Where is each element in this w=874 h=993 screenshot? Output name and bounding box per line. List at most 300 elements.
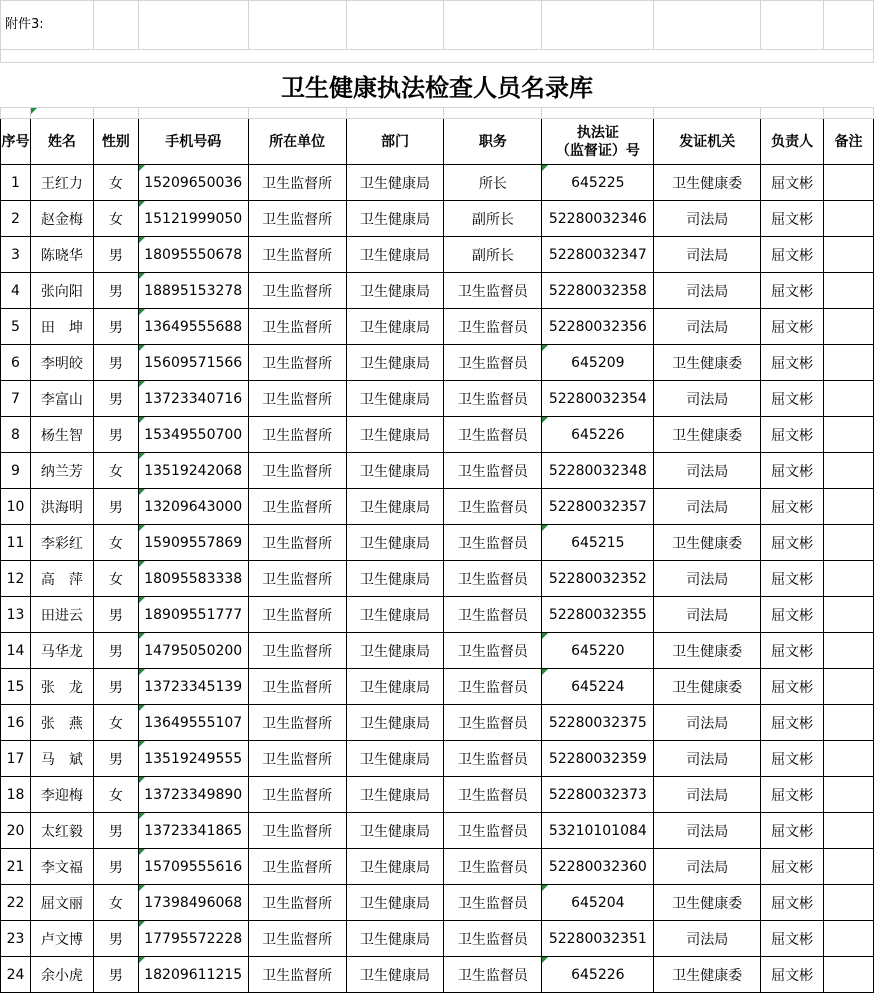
empty-cell (761, 108, 824, 119)
cell-unit[interactable]: 卫生监督所 (248, 309, 346, 345)
cell-post[interactable]: 所长 (444, 165, 542, 201)
cell-remark[interactable] (824, 741, 874, 777)
cell-phone[interactable]: 13519242068 (138, 453, 248, 489)
cell-dept[interactable]: 卫生健康局 (346, 453, 444, 489)
cell-gender[interactable]: 男 (93, 669, 138, 705)
cell-dept[interactable]: 卫生健康局 (346, 777, 444, 813)
cell-leader[interactable]: 屈文彬 (761, 705, 824, 741)
cell-seq[interactable]: 2 (1, 201, 31, 237)
cell-post[interactable]: 卫生监督员 (444, 597, 542, 633)
cell-name[interactable]: 马华龙 (30, 633, 93, 669)
cell-issuer[interactable]: 司法局 (654, 741, 761, 777)
cell-dept[interactable]: 卫生健康局 (346, 201, 444, 237)
cell-phone[interactable]: 18209611215 (138, 957, 248, 993)
table-row (1, 237, 874, 273)
cell-post[interactable]: 卫生监督员 (444, 381, 542, 417)
cell-issuer[interactable]: 卫生健康委 (654, 633, 761, 669)
cell-gender[interactable]: 女 (93, 201, 138, 237)
cell-unit[interactable]: 卫生监督所 (248, 561, 346, 597)
cell-dept[interactable]: 卫生健康局 (346, 741, 444, 777)
cell-gender[interactable]: 男 (93, 309, 138, 345)
cell-gender[interactable]: 男 (93, 741, 138, 777)
cell-seq[interactable]: 20 (1, 813, 31, 849)
cell-issuer[interactable]: 卫生健康委 (654, 525, 761, 561)
cell-gender[interactable]: 男 (93, 921, 138, 957)
empty-cell[interactable] (138, 1, 248, 50)
cell-issuer[interactable]: 司法局 (654, 453, 761, 489)
cell-leader[interactable]: 屈文彬 (761, 417, 824, 453)
cell-remark[interactable] (824, 237, 874, 273)
cell-remark[interactable] (824, 309, 874, 345)
cell-phone[interactable]: 13649555688 (138, 309, 248, 345)
cell-dept[interactable]: 卫生健康局 (346, 309, 444, 345)
cell-issuer[interactable]: 司法局 (654, 705, 761, 741)
cell-gender[interactable]: 男 (93, 489, 138, 525)
cell-gender[interactable]: 男 (93, 345, 138, 381)
cell-unit[interactable]: 卫生监督所 (248, 417, 346, 453)
cell-phone[interactable]: 14795050200 (138, 633, 248, 669)
cell-gender[interactable]: 女 (93, 777, 138, 813)
table-row (1, 597, 874, 633)
cell-seq[interactable]: 17 (1, 741, 31, 777)
cell-cert[interactable]: 52280032346 (542, 201, 654, 237)
cell-cert[interactable]: 52280032348 (542, 453, 654, 489)
cell-gender[interactable]: 男 (93, 597, 138, 633)
cell-leader[interactable]: 屈文彬 (761, 813, 824, 849)
spacer-row (1, 50, 874, 63)
cell-name[interactable]: 张 龙 (30, 669, 93, 705)
cell-dept[interactable]: 卫生健康局 (346, 561, 444, 597)
cell-unit[interactable]: 卫生监督所 (248, 813, 346, 849)
cell-cert[interactable]: 53210101084 (542, 813, 654, 849)
cell-remark[interactable] (824, 345, 874, 381)
table-row (1, 381, 874, 417)
cell-issuer[interactable]: 司法局 (654, 381, 761, 417)
cell-seq[interactable]: 12 (1, 561, 31, 597)
cell-post[interactable]: 副所长 (444, 201, 542, 237)
cell-issuer[interactable]: 卫生健康委 (654, 885, 761, 921)
cell-issuer[interactable]: 卫生健康委 (654, 957, 761, 993)
cell-issuer[interactable]: 司法局 (654, 201, 761, 237)
cell-seq[interactable]: 6 (1, 345, 31, 381)
cell-seq[interactable]: 4 (1, 273, 31, 309)
cell-name[interactable]: 张向阳 (30, 273, 93, 309)
cell-dept[interactable]: 卫生健康局 (346, 885, 444, 921)
cell-gender[interactable]: 女 (93, 525, 138, 561)
cell-leader[interactable]: 屈文彬 (761, 741, 824, 777)
cell-post[interactable]: 卫生监督员 (444, 453, 542, 489)
cell-cert[interactable]: 645224 (542, 669, 654, 705)
header-gender[interactable]: 性别 (93, 119, 138, 165)
empty-cell (824, 108, 874, 119)
cell-post[interactable]: 卫生监督员 (444, 705, 542, 741)
cell-cert[interactable]: 52280032359 (542, 741, 654, 777)
table-row (1, 921, 874, 957)
cell-name[interactable]: 张 燕 (30, 705, 93, 741)
cell-cert[interactable]: 645225 (542, 165, 654, 201)
cell-phone[interactable]: 17398496068 (138, 885, 248, 921)
cell-cert[interactable]: 645220 (542, 633, 654, 669)
cell-issuer[interactable]: 卫生健康委 (654, 417, 761, 453)
cell-seq[interactable]: 18 (1, 777, 31, 813)
cell-cert[interactable]: 52280032356 (542, 309, 654, 345)
cell-name[interactable]: 李迎梅 (30, 777, 93, 813)
cell-leader[interactable]: 屈文彬 (761, 489, 824, 525)
cell-dept[interactable]: 卫生健康局 (346, 849, 444, 885)
cell-phone[interactable]: 15121999050 (138, 201, 248, 237)
cell-gender[interactable]: 男 (93, 381, 138, 417)
cell-seq[interactable]: 13 (1, 597, 31, 633)
cell-post[interactable]: 卫生监督员 (444, 633, 542, 669)
page-title[interactable]: 卫生健康执法检查人员名录库 (1, 63, 874, 108)
cell-cert[interactable]: 52280032360 (542, 849, 654, 885)
empty-cell[interactable] (542, 1, 654, 50)
cell-issuer[interactable]: 司法局 (654, 813, 761, 849)
cell-remark[interactable] (824, 561, 874, 597)
cell-seq[interactable]: 21 (1, 849, 31, 885)
cell-cert[interactable]: 52280032358 (542, 273, 654, 309)
empty-cell[interactable] (248, 1, 346, 50)
cell-remark[interactable] (824, 597, 874, 633)
cell-post[interactable]: 卫生监督员 (444, 849, 542, 885)
cell-issuer[interactable]: 司法局 (654, 489, 761, 525)
cell-seq[interactable]: 11 (1, 525, 31, 561)
empty-cell[interactable] (824, 1, 874, 50)
table-row (1, 705, 874, 741)
cell-dept[interactable]: 卫生健康局 (346, 381, 444, 417)
cell-remark[interactable] (824, 705, 874, 741)
cell-seq[interactable]: 9 (1, 453, 31, 489)
cell-unit[interactable]: 卫生监督所 (248, 237, 346, 273)
cell-gender[interactable]: 男 (93, 273, 138, 309)
cell-post[interactable]: 卫生监督员 (444, 813, 542, 849)
cell-name[interactable]: 赵金梅 (30, 201, 93, 237)
header-cert[interactable] (542, 119, 654, 165)
cell-cert[interactable]: 52280032351 (542, 921, 654, 957)
cell-post[interactable]: 卫生监督员 (444, 921, 542, 957)
cell-dept[interactable]: 卫生健康局 (346, 165, 444, 201)
empty-cell[interactable] (654, 1, 761, 50)
cell-seq[interactable]: 5 (1, 309, 31, 345)
cell-leader[interactable]: 屈文彬 (761, 921, 824, 957)
header-issuer[interactable]: 发证机关 (654, 119, 761, 165)
cell-remark[interactable] (824, 633, 874, 669)
cell-leader[interactable]: 屈文彬 (761, 777, 824, 813)
cell-remark[interactable] (824, 165, 874, 201)
cell-remark[interactable] (824, 669, 874, 705)
cell-leader[interactable]: 屈文彬 (761, 237, 824, 273)
cell-leader[interactable]: 屈文彬 (761, 669, 824, 705)
cell-issuer[interactable]: 卫生健康委 (654, 345, 761, 381)
cell-phone[interactable]: 13649555107 (138, 705, 248, 741)
cell-issuer[interactable]: 司法局 (654, 309, 761, 345)
cell-cert[interactable]: 52280032357 (542, 489, 654, 525)
cell-name[interactable]: 李文福 (30, 849, 93, 885)
cell-gender[interactable]: 男 (93, 237, 138, 273)
cell-post[interactable]: 卫生监督员 (444, 489, 542, 525)
cell-post[interactable]: 卫生监督员 (444, 345, 542, 381)
cell-name[interactable]: 纳兰芳 (30, 453, 93, 489)
cell-unit[interactable]: 卫生监督所 (248, 453, 346, 489)
cell-cert[interactable]: 52280032352 (542, 561, 654, 597)
cell-name[interactable]: 太红毅 (30, 813, 93, 849)
table-row (1, 669, 874, 705)
cell-issuer[interactable]: 司法局 (654, 777, 761, 813)
cell-unit[interactable]: 卫生监督所 (248, 849, 346, 885)
cell-phone[interactable]: 13519249555 (138, 741, 248, 777)
cell-gender[interactable]: 女 (93, 561, 138, 597)
cell-dept[interactable]: 卫生健康局 (346, 525, 444, 561)
cell-cert[interactable]: 52280032355 (542, 597, 654, 633)
cell-leader[interactable]: 屈文彬 (761, 309, 824, 345)
cell-unit[interactable]: 卫生监督所 (248, 777, 346, 813)
cell-leader[interactable]: 屈文彬 (761, 201, 824, 237)
table-row (1, 165, 874, 201)
cell-cert[interactable]: 52280032373 (542, 777, 654, 813)
cell-gender[interactable]: 男 (93, 957, 138, 993)
table-row (1, 741, 874, 777)
table-row (1, 417, 874, 453)
cell-phone[interactable]: 15909557869 (138, 525, 248, 561)
table-row (1, 849, 874, 885)
cell-phone[interactable]: 18909551777 (138, 597, 248, 633)
cell-leader[interactable]: 屈文彬 (761, 561, 824, 597)
cell-seq[interactable]: 15 (1, 669, 31, 705)
cell-remark[interactable] (824, 489, 874, 525)
cell-name[interactable]: 高 萍 (30, 561, 93, 597)
empty-cell (1, 108, 31, 119)
cell-issuer[interactable]: 司法局 (654, 237, 761, 273)
header-phone[interactable]: 手机号码 (138, 119, 248, 165)
cell-cert[interactable]: 645215 (542, 525, 654, 561)
cell-phone[interactable]: 15349550700 (138, 417, 248, 453)
cell-remark[interactable] (824, 417, 874, 453)
cell-leader[interactable]: 屈文彬 (761, 273, 824, 309)
table-row (1, 633, 874, 669)
cell-unit[interactable]: 卫生监督所 (248, 273, 346, 309)
cell-seq[interactable]: 14 (1, 633, 31, 669)
cell-phone[interactable]: 18895153278 (138, 273, 248, 309)
cell-seq[interactable]: 8 (1, 417, 31, 453)
cell-gender[interactable]: 男 (93, 633, 138, 669)
empty-cell (138, 108, 248, 119)
cell-remark[interactable] (824, 273, 874, 309)
cell-leader[interactable]: 屈文彬 (761, 381, 824, 417)
cell-name[interactable]: 洪海明 (30, 489, 93, 525)
cell-unit[interactable]: 卫生监督所 (248, 705, 346, 741)
header-name[interactable]: 姓名 (30, 119, 93, 165)
cell-name[interactable]: 李彩红 (30, 525, 93, 561)
empty-cell[interactable] (444, 1, 542, 50)
empty-cell[interactable] (761, 1, 824, 50)
cell-gender[interactable]: 女 (93, 165, 138, 201)
header-post[interactable]: 职务 (444, 119, 542, 165)
cell-gender[interactable]: 女 (93, 885, 138, 921)
cell-post[interactable]: 卫生监督员 (444, 885, 542, 921)
cell-leader[interactable]: 屈文彬 (761, 165, 824, 201)
cell-unit[interactable]: 卫生监督所 (248, 345, 346, 381)
cell-issuer[interactable]: 卫生健康委 (654, 165, 761, 201)
cell-post[interactable]: 卫生监督员 (444, 525, 542, 561)
cell-gender[interactable]: 女 (93, 705, 138, 741)
table-row (1, 273, 874, 309)
cell-phone[interactable]: 13723340716 (138, 381, 248, 417)
header-dept[interactable]: 部门 (346, 119, 444, 165)
cell-name[interactable]: 屈文丽 (30, 885, 93, 921)
cell-name[interactable]: 李明皎 (30, 345, 93, 381)
cell-unit[interactable]: 卫生监督所 (248, 921, 346, 957)
cell-post[interactable]: 卫生监督员 (444, 561, 542, 597)
cell-name[interactable]: 马 斌 (30, 741, 93, 777)
cell-remark[interactable] (824, 849, 874, 885)
cell-unit[interactable]: 卫生监督所 (248, 633, 346, 669)
cell-dept[interactable]: 卫生健康局 (346, 345, 444, 381)
cell-remark[interactable] (824, 201, 874, 237)
table-row (1, 201, 874, 237)
cell-post[interactable]: 卫生监督员 (444, 741, 542, 777)
cell-unit[interactable]: 卫生监督所 (248, 669, 346, 705)
cell-post[interactable]: 卫生监督员 (444, 273, 542, 309)
empty-cell[interactable] (93, 1, 138, 50)
empty-cell[interactable] (346, 1, 444, 50)
cell-phone[interactable]: 13723349890 (138, 777, 248, 813)
cell-phone[interactable]: 15609571566 (138, 345, 248, 381)
cell-issuer[interactable]: 卫生健康委 (654, 669, 761, 705)
cell-phone[interactable]: 15709555616 (138, 849, 248, 885)
cell-seq[interactable]: 16 (1, 705, 31, 741)
cell-cert[interactable]: 645204 (542, 885, 654, 921)
cell-leader[interactable]: 屈文彬 (761, 345, 824, 381)
header-leader[interactable]: 负责人 (761, 119, 824, 165)
cell-cert[interactable]: 645226 (542, 417, 654, 453)
cell-gender[interactable]: 女 (93, 453, 138, 489)
header-seq[interactable]: 序号 (1, 119, 31, 165)
cell-name[interactable]: 陈晓华 (30, 237, 93, 273)
cell-unit[interactable]: 卫生监督所 (248, 741, 346, 777)
cell-phone[interactable]: 13209643000 (138, 489, 248, 525)
cell-issuer[interactable]: 司法局 (654, 597, 761, 633)
cell-cert[interactable]: 52280032354 (542, 381, 654, 417)
cell-dept[interactable]: 卫生健康局 (346, 633, 444, 669)
cell-phone[interactable]: 17795572228 (138, 921, 248, 957)
cell-issuer[interactable]: 司法局 (654, 561, 761, 597)
cell-dept[interactable]: 卫生健康局 (346, 813, 444, 849)
cell-leader[interactable]: 屈文彬 (761, 957, 824, 993)
cell-seq[interactable]: 7 (1, 381, 31, 417)
cell-post[interactable]: 副所长 (444, 237, 542, 273)
table-row (1, 489, 874, 525)
cell-dept[interactable]: 卫生健康局 (346, 417, 444, 453)
header-remark[interactable]: 备注 (824, 119, 874, 165)
cell-leader[interactable]: 屈文彬 (761, 633, 824, 669)
cell-phone[interactable]: 13723345139 (138, 669, 248, 705)
cell-unit[interactable]: 卫生监督所 (248, 489, 346, 525)
cell-phone[interactable]: 18095550678 (138, 237, 248, 273)
cell-cert[interactable]: 52280032375 (542, 705, 654, 741)
cell-phone[interactable]: 15209650036 (138, 165, 248, 201)
table-row (1, 453, 874, 489)
cell-dept[interactable]: 卫生健康局 (346, 957, 444, 993)
cell-unit[interactable]: 卫生监督所 (248, 597, 346, 633)
cell-gender[interactable]: 男 (93, 849, 138, 885)
attachment-label[interactable]: 附件3: (1, 1, 94, 50)
cell-dept[interactable]: 卫生健康局 (346, 705, 444, 741)
cell-remark[interactable] (824, 453, 874, 489)
cell-seq[interactable]: 3 (1, 237, 31, 273)
header-cert-line1: 执法证 (576, 124, 619, 141)
cell-remark[interactable] (824, 885, 874, 921)
cell-dept[interactable]: 卫生健康局 (346, 237, 444, 273)
cell-issuer[interactable]: 司法局 (654, 849, 761, 885)
cell-leader[interactable]: 屈文彬 (761, 597, 824, 633)
cell-seq[interactable]: 10 (1, 489, 31, 525)
cell-seq[interactable]: 24 (1, 957, 31, 993)
cell-gender[interactable]: 男 (93, 417, 138, 453)
cell-remark[interactable] (824, 813, 874, 849)
cell-post[interactable]: 卫生监督员 (444, 777, 542, 813)
cell-phone[interactable]: 13723341865 (138, 813, 248, 849)
cell-dept[interactable]: 卫生健康局 (346, 597, 444, 633)
header-unit[interactable]: 所在单位 (248, 119, 346, 165)
cell-remark[interactable] (824, 921, 874, 957)
table-row (1, 885, 874, 921)
cell-leader[interactable]: 屈文彬 (761, 885, 824, 921)
cell-cert[interactable]: 645209 (542, 345, 654, 381)
cell-issuer[interactable]: 司法局 (654, 273, 761, 309)
cell-unit[interactable]: 卫生监督所 (248, 957, 346, 993)
cell-name[interactable]: 李富山 (30, 381, 93, 417)
cell-name[interactable]: 卢文博 (30, 921, 93, 957)
cell-name[interactable]: 杨生智 (30, 417, 93, 453)
table-row (1, 309, 874, 345)
cell-gender[interactable]: 男 (93, 813, 138, 849)
cell-seq[interactable]: 23 (1, 921, 31, 957)
cell-remark[interactable] (824, 777, 874, 813)
cell-unit[interactable]: 卫生监督所 (248, 165, 346, 201)
cell-post[interactable]: 卫生监督员 (444, 957, 542, 993)
cell-leader[interactable]: 屈文彬 (761, 849, 824, 885)
cell-leader[interactable]: 屈文彬 (761, 525, 824, 561)
cell-remark[interactable] (824, 525, 874, 561)
cell-post[interactable]: 卫生监督员 (444, 309, 542, 345)
cell-unit[interactable]: 卫生监督所 (248, 525, 346, 561)
cell-unit[interactable]: 卫生监督所 (248, 201, 346, 237)
cell-dept[interactable]: 卫生健康局 (346, 273, 444, 309)
empty-cell (248, 108, 346, 119)
cell-unit[interactable]: 卫生监督所 (248, 381, 346, 417)
cell-dept[interactable]: 卫生健康局 (346, 489, 444, 525)
cell-cert[interactable]: 52280032347 (542, 237, 654, 273)
cell-post[interactable]: 卫生监督员 (444, 417, 542, 453)
cell-phone[interactable]: 18095583338 (138, 561, 248, 597)
cell-name[interactable]: 余小虎 (30, 957, 93, 993)
cell-remark[interactable] (824, 381, 874, 417)
cell-cert[interactable]: 645226 (542, 957, 654, 993)
cell-leader[interactable]: 屈文彬 (761, 453, 824, 489)
cell-seq[interactable]: 1 (1, 165, 31, 201)
cell-issuer[interactable]: 司法局 (654, 921, 761, 957)
cell-name[interactable]: 田进云 (30, 597, 93, 633)
cell-name[interactable]: 王红力 (30, 165, 93, 201)
cell-seq[interactable]: 22 (1, 885, 31, 921)
cell-dept[interactable]: 卫生健康局 (346, 669, 444, 705)
cell-remark[interactable] (824, 957, 874, 993)
cell-post[interactable]: 卫生监督员 (444, 669, 542, 705)
cell-unit[interactable]: 卫生监督所 (248, 885, 346, 921)
table-row (1, 345, 874, 381)
cell-dept[interactable]: 卫生健康局 (346, 921, 444, 957)
cell-name[interactable]: 田 坤 (30, 309, 93, 345)
